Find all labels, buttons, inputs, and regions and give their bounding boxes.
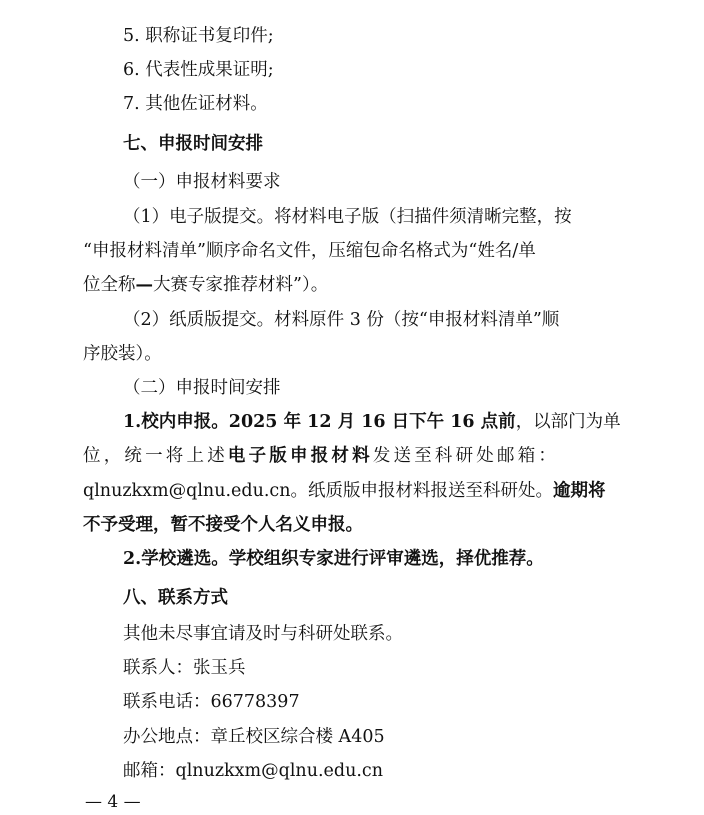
list-item-text: 5. 职称证书复印件;: [123, 26, 274, 46]
contact-phone: [0, 690, 704, 714]
paragraph-text: 发送至科研处邮箱：: [372, 446, 560, 466]
bold-text: 不予受理，暂不接受个人名义申报。: [83, 515, 363, 535]
paragraph-text: 其他未尽事宜请及时与科研处联系。: [123, 624, 403, 644]
bold-text: 1.校内申报。2025 年 12 月 16 日下午 16 点前: [123, 412, 516, 432]
paragraph-text: qlnuzkxm@qlnu.edu.cn。纸质版申报材料报送至科研处。: [83, 481, 553, 501]
contact-address: [0, 725, 704, 749]
heading-text: 八、联系方式: [123, 588, 228, 608]
paragraph-electronic-line3: [0, 273, 704, 297]
page-number: — 4 —: [85, 792, 141, 812]
bold-text: 电子版申报材料: [227, 446, 373, 466]
subheading-text: （二）申报时间安排: [123, 378, 281, 398]
paragraph-text: “申报材料清单”顺序命名文件，压缩包命名格式为“姓名/单: [83, 241, 536, 261]
contact-intro: [0, 622, 704, 646]
contact-email: [0, 759, 704, 783]
section-heading-7: [0, 132, 704, 156]
bold-text: 逾期将: [553, 481, 606, 501]
paragraph-school-submission-line2: [0, 444, 704, 468]
bold-text: 2.学校遴选。学校组织专家进行评审遴选，择优推荐。: [123, 549, 544, 569]
paragraph-school-submission-line3: [0, 479, 704, 503]
paragraph-school-selection: [0, 547, 704, 571]
paragraph-text: 大赛专家推荐材料”）。: [153, 275, 329, 295]
paragraph-school-submission-line1: [0, 410, 704, 434]
list-item-text: 6. 代表性成果证明;: [123, 60, 274, 80]
paragraph-electronic-line2: [0, 239, 704, 263]
em-dash: —: [135, 275, 153, 295]
section-heading-8: [0, 586, 704, 610]
paragraph-text: 邮箱：qlnuzkxm@qlnu.edu.cn: [123, 761, 383, 781]
subheading-text: （一）申报材料要求: [123, 172, 281, 192]
paragraph-text: 位，统一将上述: [83, 446, 228, 466]
list-item-5: [0, 24, 704, 48]
contact-person: [0, 656, 704, 680]
paragraph-electronic-line1: [0, 205, 704, 229]
paragraph-text: 联系电话：66778397: [123, 692, 300, 712]
list-item-7: [0, 92, 704, 116]
subheading-schedule: [0, 376, 704, 400]
paragraph-text: 位全称: [83, 275, 136, 295]
list-item-text: 7. 其他佐证材料。: [123, 94, 268, 114]
paragraph-paper-line2: [0, 342, 704, 366]
paragraph-text: 联系人：张玉兵: [123, 658, 246, 678]
list-item-6: [0, 58, 704, 82]
paragraph-school-submission-line4: [0, 513, 704, 537]
paragraph-text: （1）电子版提交。将材料电子版（扫描件须清晰完整，按: [123, 207, 572, 227]
paragraph-text: ，以部门为单: [515, 412, 621, 432]
paragraph-text: （2）纸质版提交。材料原件 3 份（按“申报材料清单”顺: [123, 310, 560, 330]
heading-text: 七、申报时间安排: [123, 134, 263, 154]
subheading-materials-requirements: [0, 170, 704, 194]
paragraph-text: 序胶装）。: [83, 344, 162, 364]
paragraph-paper-line1: [0, 308, 704, 332]
paragraph-text: 办公地点：章丘校区综合楼 A405: [123, 727, 385, 747]
